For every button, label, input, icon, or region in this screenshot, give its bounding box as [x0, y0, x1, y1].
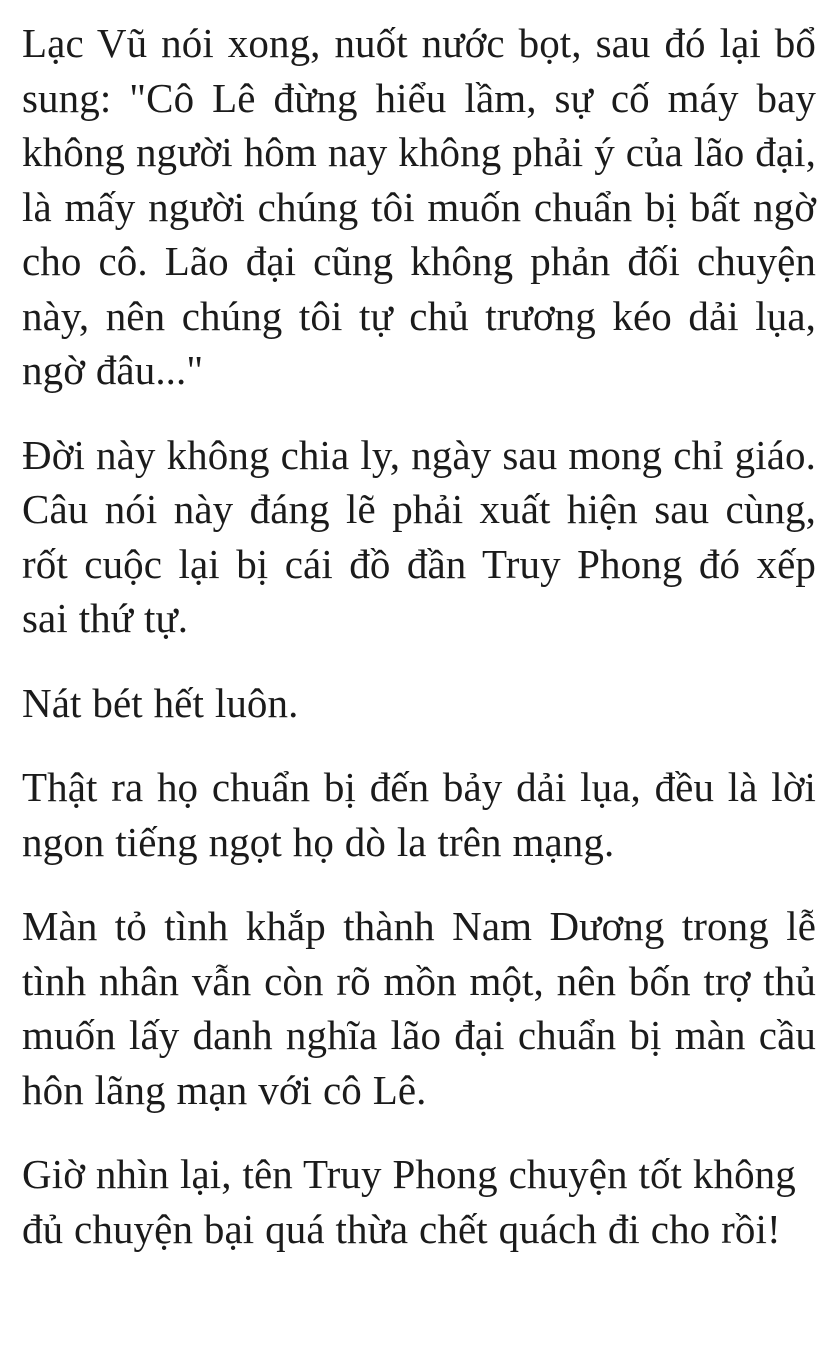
- story-paragraph: Giờ nhìn lại, tên Truy Phong chuyện tốt không đủ chuyện bại quá thừa chết quách đi cho rồi!: [22, 1151, 796, 1252]
- story-paragraph: Lạc Vũ nói xong, nuốt nước bọt, sau đó lại bổ sung: "Cô Lê đừng hiểu lầm, sự cố máy bay không người hôm nay không phải ý của lão đại, là mấy người chúng tôi muốn chuẩn bị bất ngờ cho cô. Lão đại cũng không phản đối chuyện này, nên chúng tôi tự chủ trương kéo dải lụa, ngờ đâu...": [22, 20, 816, 394]
- story-paragraph: Nát bét hết luôn.: [22, 679, 299, 726]
- story-paragraph: Đời này không chia ly, ngày sau mong chỉ giáo. Câu nói này đáng lẽ phải xuất hiện sau cùng, rốt cuộc lại bị cái đồ đần Truy Phong đó xếp sai thứ tự.: [22, 431, 816, 642]
- story-paragraph: Màn tỏ tình khắp thành Nam Dương trong lễ tình nhân vẫn còn rõ mồn một, nên bốn trợ thủ muốn lấy danh nghĩa lão đại chuẩn bị màn cầu hôn lãng mạn với cô Lê.: [22, 903, 816, 1113]
- story-paragraph: Thật ra họ chuẩn bị đến bảy dải lụa, đều là lời ngon tiếng ngọt họ dò la trên mạng.: [22, 764, 816, 865]
